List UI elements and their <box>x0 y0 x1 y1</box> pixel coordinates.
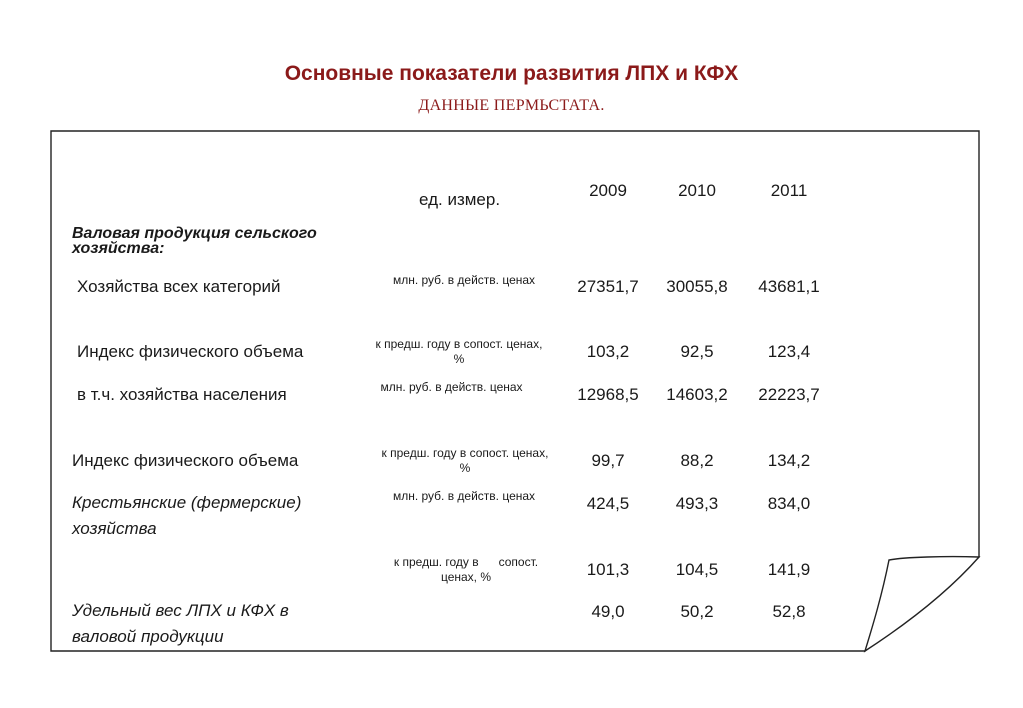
row-label: Индекс физического объема <box>72 451 299 470</box>
value-2010: 50,2 <box>680 602 714 621</box>
value-2011: 52,8 <box>772 602 806 621</box>
row-unit: млн. руб. в действ. ценах <box>380 380 523 394</box>
row-unit: к предш. году в сопост. ценах, % <box>381 446 549 475</box>
row-label: в т.ч. хозяйства населения <box>77 385 287 404</box>
page-title: Основные показатели развития ЛПХ и КФХ <box>284 62 739 85</box>
value-2009: 103,2 <box>586 342 630 361</box>
year-header-2010: 2010 <box>678 181 716 200</box>
row-label: Хозяйства всех категорий <box>77 277 281 296</box>
row-unit: млн. руб. в действ. ценах <box>392 273 536 287</box>
value-2009: 99,7 <box>591 451 625 470</box>
row-unit: к предш. году в сопост. ценах, % <box>393 555 542 584</box>
value-2011: 43681,1 <box>758 277 820 296</box>
value-2009: 12968,5 <box>577 385 639 404</box>
year-header-2011: 2011 <box>770 181 808 200</box>
value-2010: 104,5 <box>675 560 719 579</box>
section-heading: Валовая продукция сельского хозяйства: <box>72 225 317 257</box>
row-unit: млн. руб. в действ. ценах <box>392 489 536 503</box>
value-2009: 27351,7 <box>577 277 639 296</box>
row-label: Удельный вес ЛПХ и КФХ в валовой продукции <box>72 601 289 646</box>
value-2011: 134,2 <box>767 451 811 470</box>
value-2009: 101,3 <box>586 560 630 579</box>
value-2010: 493,3 <box>675 494 719 513</box>
value-2011: 123,4 <box>767 342 811 361</box>
value-2010: 88,2 <box>680 451 714 470</box>
row-label: Крестьянские (фермерские) хозяйства <box>72 493 302 538</box>
value-2011: 834,0 <box>767 494 811 513</box>
value-2009: 49,0 <box>591 602 625 621</box>
value-2011: 22223,7 <box>758 385 820 404</box>
value-2009: 424,5 <box>586 494 630 513</box>
row-unit: к предш. году в сопост. ценах, % <box>375 337 543 366</box>
value-2011: 141,9 <box>767 560 811 579</box>
row-label: Индекс физического объема <box>77 342 304 361</box>
value-2010: 30055,8 <box>666 277 728 296</box>
value-2010: 92,5 <box>680 342 714 361</box>
unit-column-header: ед. измер. <box>419 190 501 209</box>
page-subtitle: ДАННЫЕ ПЕРМЬСТАТА. <box>418 97 605 114</box>
value-2010: 14603,2 <box>666 385 728 404</box>
year-header-2009: 2009 <box>589 181 627 200</box>
